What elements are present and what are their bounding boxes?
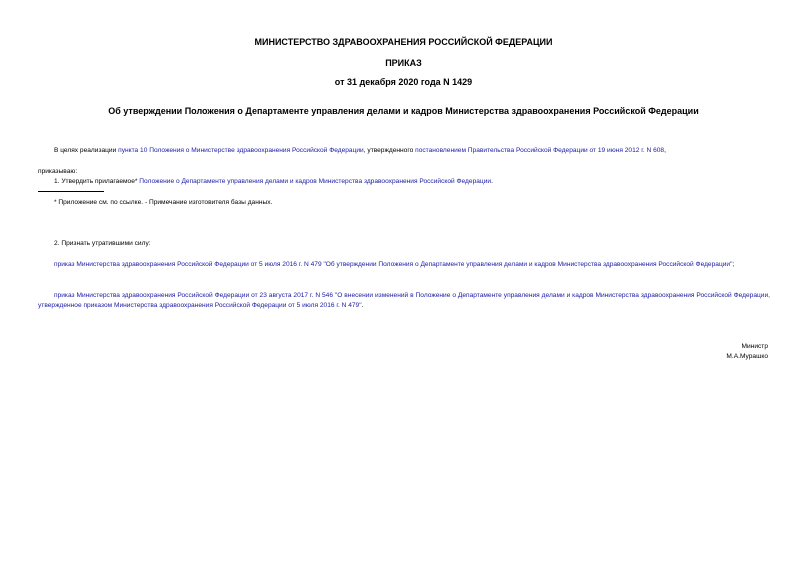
repeal-item-1 (38, 260, 770, 270)
doc-type-heading: ПРИКАЗ (385, 58, 422, 68)
document-title: Об утверждении Положения о Департаменте управления делами и кадров Министерства здравоохранения Российской Федерации (108, 106, 699, 116)
order-479-link[interactable]: приказ Министерства здравоохранения Российской Федерации от 5 июля 2016 г. N 479 "Об утверждении Положения о Департаменте управления делами и кадров Министерства здравоохранения Российской Федерации" (54, 261, 733, 268)
item-2: 2. Признать утратившими силу: (54, 240, 151, 247)
intro-suffix: , (664, 147, 666, 154)
date-number-heading: от 31 декабря 2020 года N 1429 (334, 77, 473, 87)
signature-name: М.А.Мурашко (726, 353, 768, 360)
department-regulation-link[interactable]: Положение о Департаменте управления делами и кадров Министерства здравоохранения Российской Федерации (139, 178, 492, 185)
intro-middle: , утвержденного (363, 147, 416, 154)
footnote: * Приложение см. по ссылке. - Примечание изготовителя базы данных. (54, 199, 273, 206)
item-1-suffix: . (491, 178, 493, 185)
item-1-prefix: 1. Утвердить прилагаемое* (54, 178, 140, 185)
ministry-heading: МИНИСТЕРСТВО ЗДРАВООХРАНЕНИЯ РОССИЙСКОЙ ФЕДЕРАЦИИ (254, 37, 553, 47)
repeal-item-2 (38, 291, 770, 311)
repeal-item-1-suffix: ; (732, 261, 735, 268)
signature-position: Министр (741, 343, 768, 350)
item-1 (54, 177, 493, 187)
intro-paragraph (54, 146, 666, 156)
order-word: приказываю: (38, 168, 78, 175)
footnote-divider (38, 191, 104, 192)
government-decree-link[interactable]: постановлением Правительства Российской Федерации от 19 июня 2012 г. N 608 (415, 147, 665, 154)
repeal-item-2-suffix: . (361, 302, 364, 309)
ministry-regulation-link[interactable]: пункта 10 Положения о Министерстве здравоохранения Российской Федерации (118, 147, 364, 154)
order-546-link[interactable]: приказ Министерства здравоохранения Российской Федерации от 23 августа 2017 г. N 546 "О внесении изменений в Положение о Департаменте управления делами и кадров Министерства здравоохранения Российской Федерации, утвержденное приказом Министерства здравоохранения Российской Федерации от 5 июля 2016 г. N 479" (38, 292, 770, 309)
intro-prefix: В целях реализации (54, 147, 119, 154)
